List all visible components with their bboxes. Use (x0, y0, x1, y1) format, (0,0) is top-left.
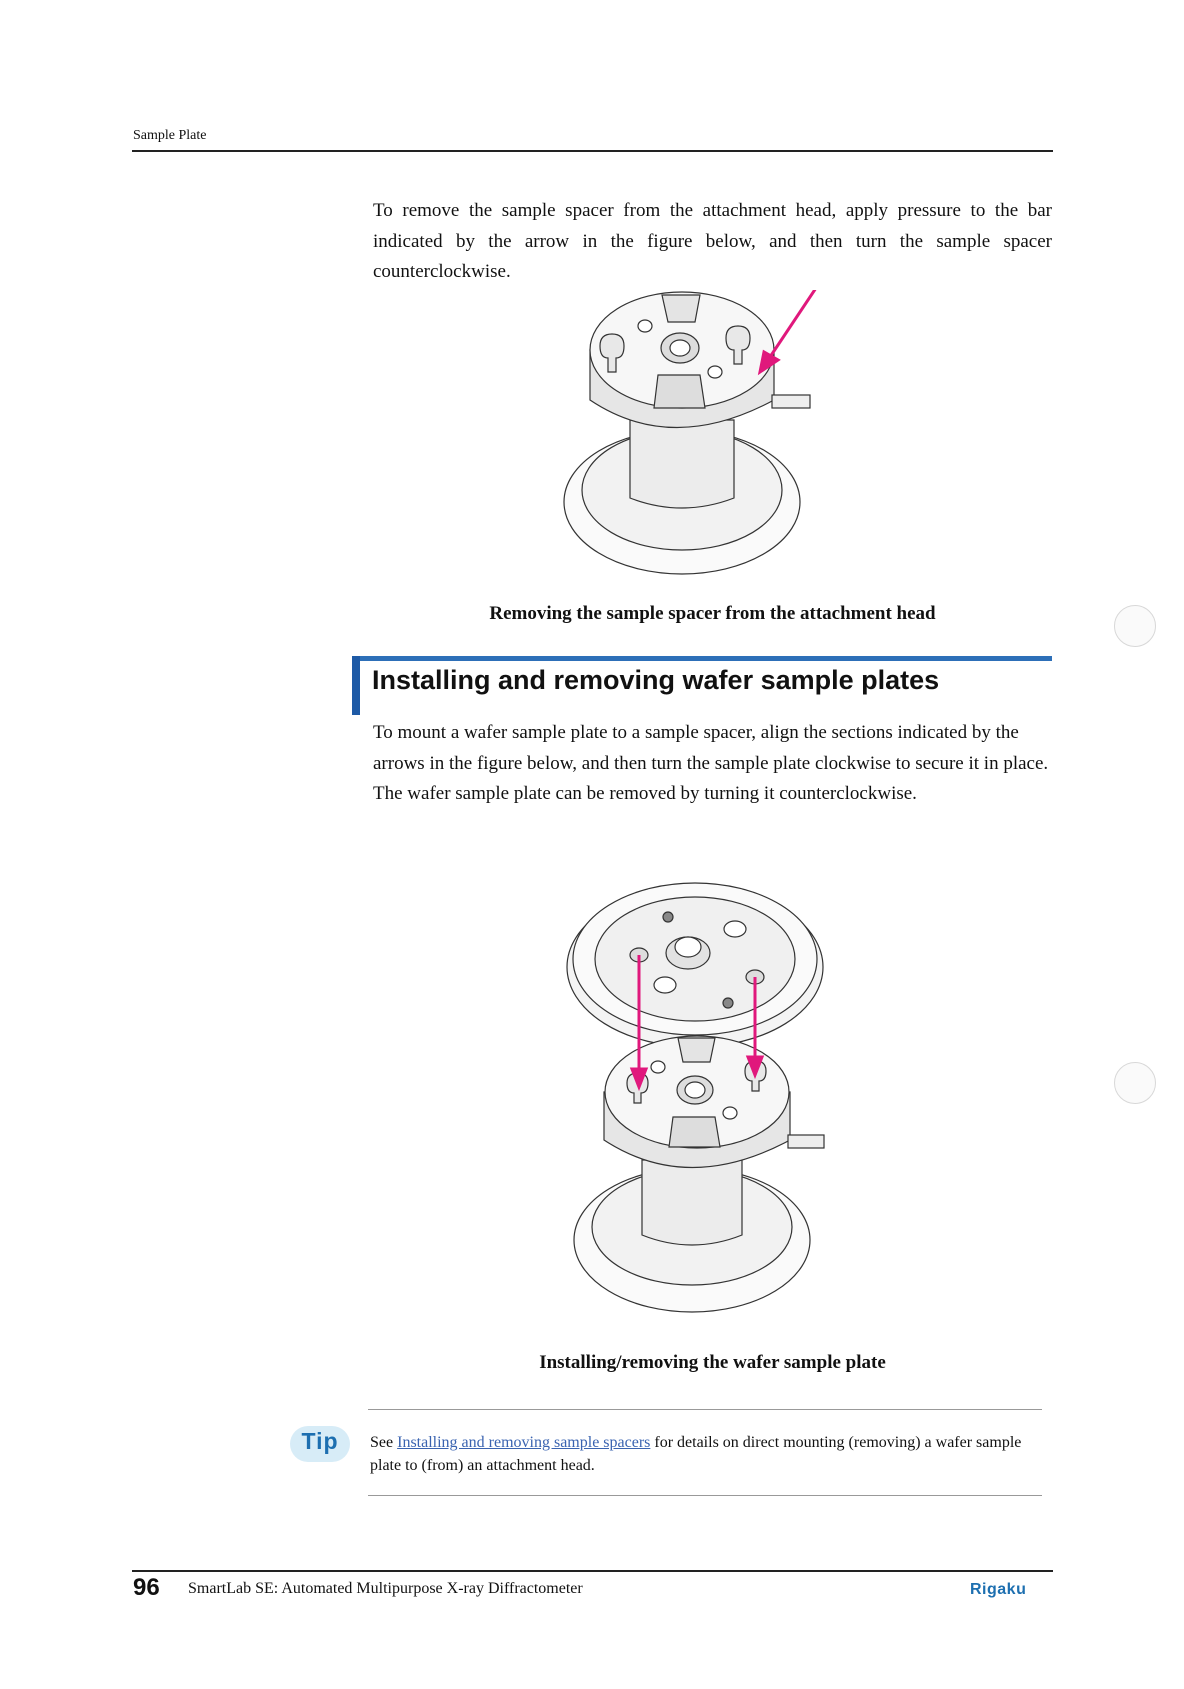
section-title: Installing and removing wafer sample plates (372, 665, 940, 695)
intro-paragraph: To remove the sample spacer from the attachment head, apply pressure to the bar indicated by the arrow in the figure below, and then turn the sample spacer counterclockwise. (373, 200, 1052, 282)
section-paragraph-2: The wafer sample plate can be removed by turning it counterclockwise. (373, 783, 917, 804)
margin-tab-mark (1114, 605, 1156, 647)
running-header: Sample Plate (133, 128, 207, 143)
tip-prefix: See (370, 1434, 398, 1451)
tip-badge: Tip (301, 1428, 339, 1454)
figure-install-wafer-plate (560, 855, 850, 1330)
header-rule (132, 150, 1053, 152)
section-heading-accent (352, 656, 360, 715)
tip-rule-top (368, 1409, 1042, 1410)
section-heading-rule (352, 656, 1052, 661)
page-number: 96 (133, 1574, 160, 1601)
tip-rule-bottom (368, 1495, 1042, 1496)
footer-rule (132, 1570, 1053, 1572)
section-body (373, 718, 1052, 810)
tip-text (370, 1431, 1030, 1477)
brand-logo: Rigaku (970, 1581, 1027, 1598)
figure2-caption: Installing/removing the wafer sample plate (539, 1352, 886, 1373)
footer-doc-title: SmartLab SE: Automated Multipurpose X-ray Diffractometer (188, 1580, 583, 1597)
figure-remove-spacer (540, 290, 840, 600)
figure1-caption: Removing the sample spacer from the attachment head (489, 603, 936, 624)
margin-tab-mark (1114, 1062, 1156, 1104)
tip-link[interactable]: Installing and removing sample spacers (397, 1434, 651, 1451)
tip-suffix: for details on direct mounting (removing) a wafer sample plate to (from) an attachment head. (370, 1434, 1022, 1474)
section-paragraph-1: To mount a wafer sample plate to a sample spacer, align the sections indicated by the arrows in the figure below, and then turn the sample plate clockwise to secure it in place. (373, 722, 1049, 774)
